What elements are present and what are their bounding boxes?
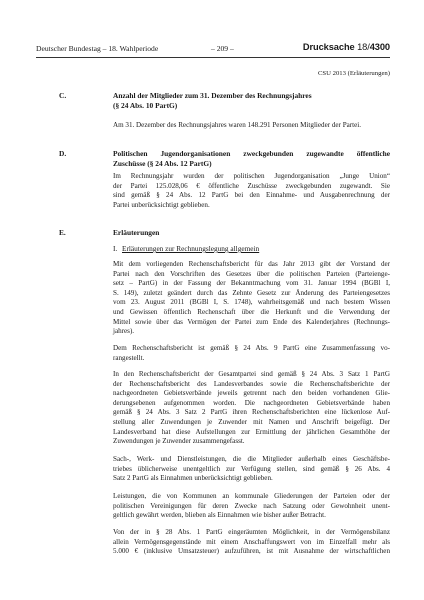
paragraph-1-line: und Gewissen öffentlich Rechenschaft über die Herkunft und die Verwendung der: [113, 307, 390, 316]
section-c-text: Am 31. Dezember des Rechnungsjahres waren 148.291 Personen Mitglieder der Partei.: [113, 121, 362, 129]
paragraph-5-line: geltlich gewährt werden, blieben als Einnahmen wie bisher außer Betracht.: [113, 511, 326, 520]
paragraph-1-line: setz – PartG) in der Fassung der Bekanntmachung vom 31. Januar 1994 (BGBl I,: [113, 279, 390, 288]
publication-title: Deutscher Bundestag – 18. Wahlperiode: [36, 44, 159, 53]
section-d-text-line-2: der Partei 125.028,06 € öffentliche Zuschüsse zweckgebunden zugewandt. Sie: [113, 181, 390, 190]
paragraph-6-line: allein Vermögensgegenstände mit einem Anschaffungswert von im Einzelfall mehr als: [113, 537, 390, 546]
subsection-i-letter: I.: [113, 244, 118, 253]
paragraph-5-line: Leistungen, die von Kommunen an kommunale Gliederungen der Parteien oder der: [113, 492, 390, 500]
section-tag: CSU 2013 (Erläuterungen): [317, 70, 390, 77]
paragraph-5: [113, 492, 390, 521]
paragraph-1-line: S. 149), zuletzt geändert durch das Zehnte Gesetz zur Änderung des Parteiengesetzes: [113, 288, 390, 297]
paragraph-1-line: Partei nach den Vorschriften des Gesetzes über die politischen Parteien (Parteienge-: [113, 269, 390, 278]
paragraph-3-line: Landesverband hat diese Aufstellungen zur Ermittlung der jährlichen Gesamthöhe der: [113, 427, 390, 436]
section-d-letter: D.: [59, 149, 67, 158]
section-c-title-line-1: Anzahl der Mitglieder zum 31. Dezember des Rechnungsjahres: [113, 91, 312, 100]
paragraph-3-line: gemäß § 24 Abs. 3 Satz 2 PartG ihren Rechenschaftsberichten eine lückenlose Auf-: [113, 408, 390, 417]
paragraph-1-line: vom 23. August 2011 (BGBl I, S. 1748), wahrheitsgemäß und nach bestem Wissen: [113, 298, 390, 307]
paragraph-1-line: Mittel sowie über das Vermögen der Partei zum Ende des Kalenderjahres (Rechnungs-: [113, 317, 390, 326]
paragraph-3-line: derungsebenen aufgenommen worden. Die nachgeordneten Gebietsverbände haben: [113, 398, 390, 407]
section-c-title-line-2: (§ 24 Abs. 10 PartG): [113, 100, 178, 110]
paragraph-6-line: Von der in § 28 Abs. 1 PartG eingeräumten Möglichkeit, in der Vermögensbilanz: [113, 528, 390, 536]
paragraph-3: [113, 370, 390, 447]
section-d-heading: [113, 149, 390, 168]
paragraph-4-line: triebes üblicherweise unentgeltlich zur Verfügung stellen, sind gemäß § 26 Abs. 4: [113, 464, 390, 473]
paragraph-5-line: politischen Vereinigungen für deren Zwecke nach Satzung oder Gewohnheit unent-: [113, 501, 390, 510]
paragraph-6: [113, 528, 390, 557]
section-d-title-line-2: Zuschüsse (§ 24 Abs. 12 PartG): [113, 158, 212, 168]
paragraph-2-line: rangestellt.: [113, 353, 145, 362]
section-d-text-line-4: Partei unberücksichtigt geblieben.: [113, 200, 210, 209]
section-c-letter: C.: [59, 91, 67, 100]
paragraph-2-line: Dem Rechenschaftsbericht ist gemäß § 24 Abs. 9 PartG eine Zusammenfassung vo-: [113, 344, 390, 352]
paragraph-1-line: Mit dem vorliegenden Rechenschaftsbericht für das Jahr 2013 gibt der Vorstand der: [113, 260, 390, 268]
paragraph-1-line: jahres).: [113, 327, 135, 336]
section-d-text-line-3: sind gemäß § 24 Abs. 12 PartG bei den Einnahme- und Ausgabenrechnung der: [113, 191, 390, 200]
paragraph-3-line: nachgeordneten Gebietsverbände jeweils getrennt nach den beiden vorhandenen Glie-: [113, 389, 390, 398]
section-d-title-line-1: Politischen Jugendorganisationen zweckgebunden zugewandte öffentliche: [113, 149, 390, 158]
section-d-text-line-1: Im Rechnungsjahr wurden der politischen Jugendorganisation „Junge Union“: [113, 172, 390, 180]
document-number-label: Drucksache: [302, 42, 358, 52]
page-number: – 209 –: [211, 44, 234, 53]
paragraph-3-line: In den Rechenschaftsbericht der Gesamtpartei sind gemäß § 24 Abs. 3 Satz 1 PartG: [113, 370, 390, 378]
paragraph-3-line: der Rechenschaftsbericht des Landesverbandes sowie die Rechenschaftsberichte der: [113, 379, 390, 388]
paragraph-4-line: Satz 2 PartG als Einnahmen unberücksichtigt geblieben.: [113, 474, 273, 483]
paragraph-1: [113, 260, 390, 337]
header-rule: [36, 57, 390, 58]
paragraph-2: [113, 344, 390, 363]
paragraph-4: [113, 455, 390, 484]
section-c-heading: [113, 91, 390, 110]
paragraph-3-line: stellung aller Zuwendungen je Zuwender mit Namen und Anschrift beigefügt. Der: [113, 417, 390, 426]
document-number-value: 4300: [369, 42, 390, 52]
document-number-prefix: 18/: [357, 42, 370, 52]
section-e-letter: E.: [59, 228, 66, 237]
subsection-i-title: Erläuterungen zur Rechnungslegung allgemein: [122, 244, 260, 253]
section-d-text: [113, 172, 390, 210]
paragraph-3-line: Zuwendungen je Zuwender zusammengefasst.: [113, 437, 245, 446]
paragraph-4-line: Sach-, Werk- und Dienstleistungen, die die Mitglieder außerhalb eines Geschäftsbe-: [113, 455, 390, 463]
paragraph-6-line: 5.000 € (inklusive Umsatzsteuer) aufzuführen, ist mit Ausnahme der wirtschaftlichen: [113, 547, 390, 556]
page-header: [36, 44, 390, 56]
section-e-title: Erläuterungen: [113, 228, 160, 237]
document-number: [303, 42, 390, 52]
